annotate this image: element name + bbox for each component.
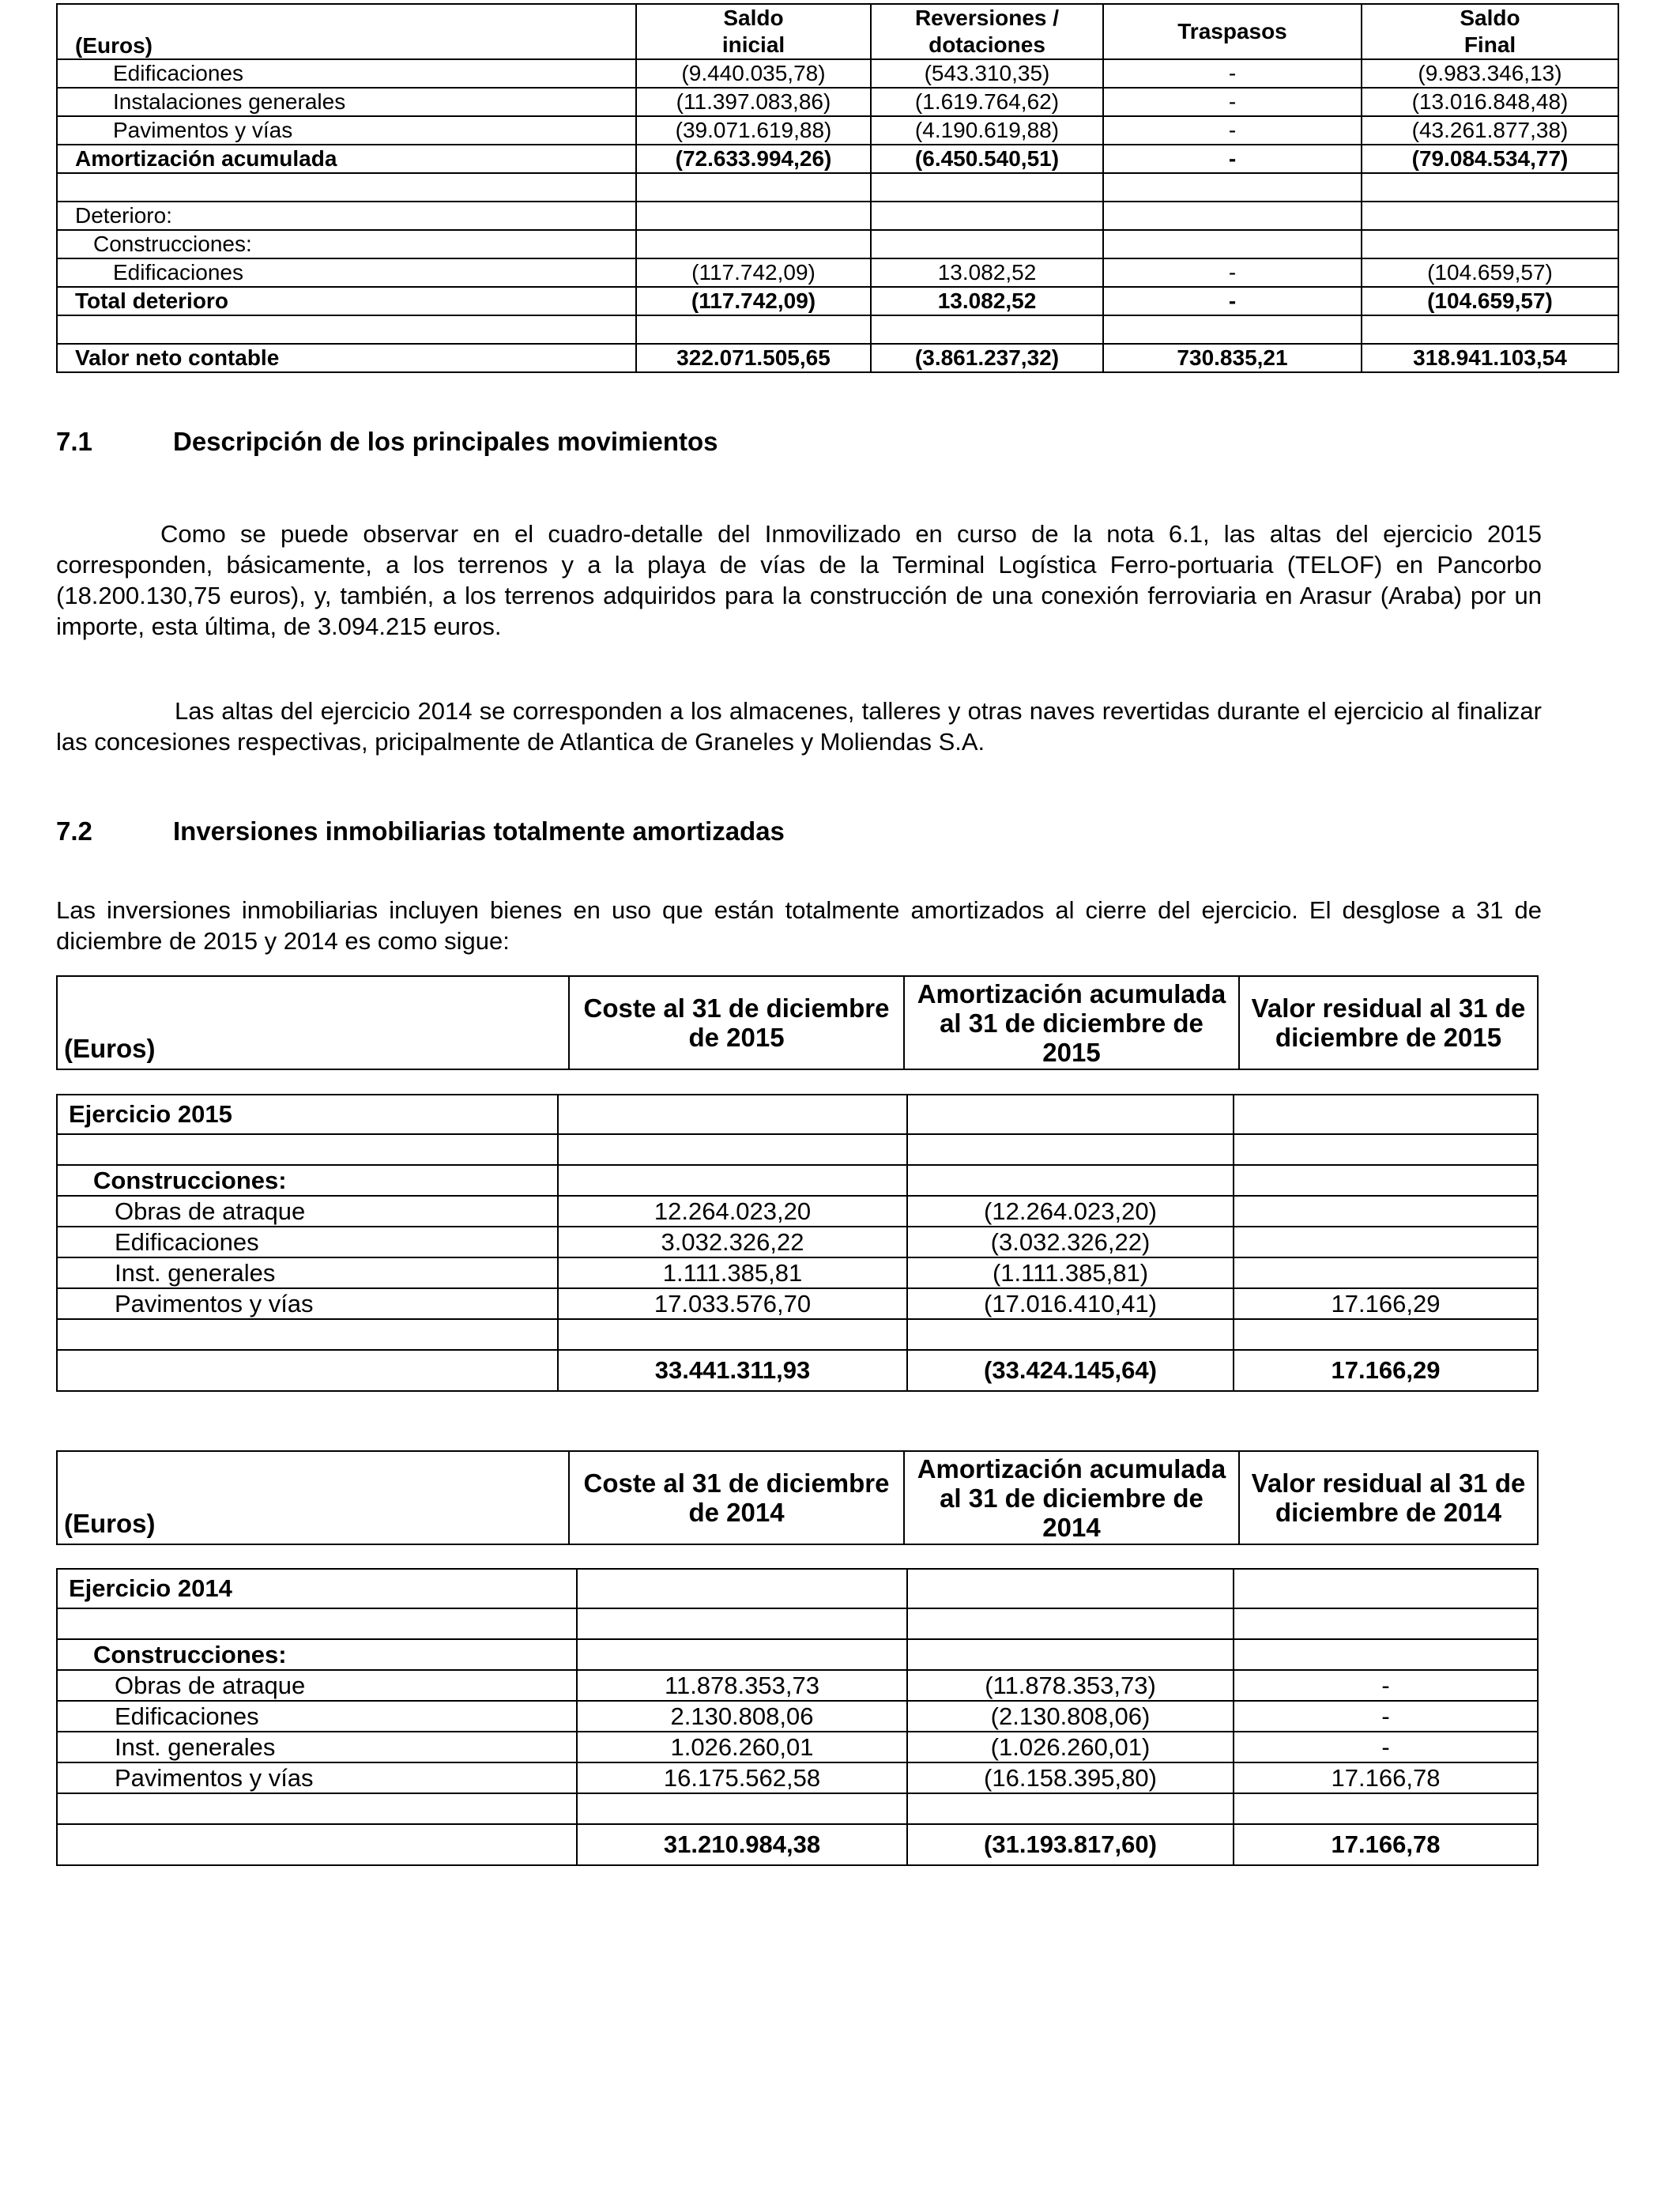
cell: (3.861.237,32)	[871, 344, 1103, 372]
col-header-valor-residual: Valor residual al 31 de diciembre de 2014	[1239, 1451, 1538, 1544]
row-label: Edificaciones	[57, 258, 636, 287]
cell: (16.158.395,80)	[907, 1762, 1234, 1793]
year-label: Ejercicio 2014	[57, 1569, 577, 1608]
cell: 318.941.103,54	[1362, 344, 1618, 372]
table-row	[57, 202, 1618, 230]
row-label: Inst. generales	[57, 1257, 558, 1288]
total-cell: 17.166,78	[1234, 1824, 1538, 1865]
table-row	[57, 1732, 1538, 1762]
table-row	[57, 1165, 1538, 1196]
cell: -	[1103, 59, 1362, 88]
table-row-empty	[57, 1608, 1538, 1639]
cell: 17.166,29	[1234, 1288, 1538, 1319]
table-row	[57, 1095, 1538, 1134]
cell: (17.016.410,41)	[907, 1288, 1234, 1319]
cell: 730.835,21	[1103, 344, 1362, 372]
total-cell: (33.424.145,64)	[907, 1350, 1234, 1391]
table-row-total	[57, 344, 1618, 372]
table-row-empty	[57, 1134, 1538, 1165]
row-label: Edificaciones	[57, 1701, 577, 1732]
group-label: Construcciones:	[57, 1639, 577, 1670]
row-label: Pavimentos y vías	[57, 116, 636, 145]
table-2015-header	[56, 975, 1539, 1070]
cell: 17.033.576,70	[558, 1288, 907, 1319]
cell	[1234, 1227, 1538, 1257]
table-row	[57, 1288, 1538, 1319]
table-row-empty	[57, 1793, 1538, 1824]
cell: (9.440.035,78)	[636, 59, 871, 88]
cell: (543.310,35)	[871, 59, 1103, 88]
group-label: Construcciones:	[57, 1165, 558, 1196]
row-label: Pavimentos y vías	[57, 1288, 558, 1319]
section-number: 7.2	[56, 816, 92, 846]
cell: 322.071.505,65	[636, 344, 871, 372]
col-header-traspasos: Traspasos	[1103, 4, 1362, 59]
row-label: Instalaciones generales	[57, 88, 636, 116]
cell: -	[1103, 145, 1362, 173]
cell: 16.175.562,58	[577, 1762, 907, 1793]
paragraph-altas-2015: Como se puede observar en el cuadro-detalle del Inmovilizado en curso de la nota 6.1, las altas del ejercicio 2015 corresponden, básicamente, a los terrenos y a la playa de vías de la Terminal Logística Ferro-portuaria (TELOF) en Pancorbo (18.200.130,75 euros), y, también, a los terrenos adquiridos para la construcción de una conexión ferroviaria en Arasur (Araba) por un importe, esta última, de 3.094.215 euros.	[56, 520, 1542, 640]
table-row	[57, 1762, 1538, 1793]
row-label: Edificaciones	[57, 1227, 558, 1257]
cell: -	[1234, 1732, 1538, 1762]
table-row	[57, 230, 1618, 258]
cell	[1234, 1196, 1538, 1227]
cell: -	[1103, 88, 1362, 116]
table-row	[57, 88, 1618, 116]
row-label: Total deterioro	[57, 287, 636, 315]
cell: (117.742,09)	[636, 258, 871, 287]
col-header-reversiones: Reversiones / dotaciones	[871, 4, 1103, 59]
cell: -	[1103, 116, 1362, 145]
row-label: Valor neto contable	[57, 344, 636, 372]
table-row-empty	[57, 315, 1618, 344]
col-header-coste: Coste al 31 de diciembre de 2014	[569, 1451, 904, 1544]
cell: (9.983.346,13)	[1362, 59, 1618, 88]
paragraph-altas-2014: Las altas del ejercicio 2014 se corresponden a los almacenes, talleres y otras naves revertidas durante el ejercicio al finalizar las concesiones respectivas, pricipalmente de Atlantica de Graneles y Moliendas S.A.	[56, 697, 1542, 756]
table-2015-data	[56, 1094, 1539, 1392]
table-row-total	[57, 1350, 1538, 1391]
cell: (3.032.326,22)	[907, 1227, 1234, 1257]
col-header-valor-residual: Valor residual al 31 de diciembre de 2015	[1239, 976, 1538, 1069]
cell: -	[1103, 287, 1362, 315]
row-label: Obras de atraque	[57, 1196, 558, 1227]
cell: 2.130.808,06	[577, 1701, 907, 1732]
table-row-empty	[57, 1319, 1538, 1350]
cell: 17.166,78	[1234, 1762, 1538, 1793]
cell: (13.016.848,48)	[1362, 88, 1618, 116]
cell: -	[1234, 1670, 1538, 1701]
cell: (72.633.994,26)	[636, 145, 871, 173]
units-header: (Euros)	[57, 976, 569, 1069]
row-label: Obras de atraque	[57, 1670, 577, 1701]
section-heading-7-1	[56, 427, 718, 457]
cell: (43.261.877,38)	[1362, 116, 1618, 145]
cell: (12.264.023,20)	[907, 1196, 1234, 1227]
cell: -	[1103, 258, 1362, 287]
cell: (11.878.353,73)	[907, 1670, 1234, 1701]
row-label: Inst. generales	[57, 1732, 577, 1762]
table-2014-header	[56, 1450, 1539, 1545]
table-row	[57, 116, 1618, 145]
col-header-amortizacion: Amortización acumulada al 31 de diciembre de 2014	[904, 1451, 1239, 1544]
units-header: (Euros)	[57, 1451, 569, 1544]
table-row-empty	[57, 173, 1618, 202]
cell: (79.084.534,77)	[1362, 145, 1618, 173]
section-heading-7-2	[56, 816, 785, 846]
cell: 1.026.260,01	[577, 1732, 907, 1762]
cell: -	[1234, 1701, 1538, 1732]
cell: (1.026.260,01)	[907, 1732, 1234, 1762]
section-title: Inversiones inmobiliarias totalmente amortizadas	[173, 816, 785, 846]
cell: (39.071.619,88)	[636, 116, 871, 145]
col-header-saldo-final: Saldo Final	[1362, 4, 1618, 59]
col-header-saldo-inicial: Saldo inicial	[636, 4, 871, 59]
cell: (117.742,09)	[636, 287, 871, 315]
cell: (4.190.619,88)	[871, 116, 1103, 145]
total-cell: 33.441.311,93	[558, 1350, 907, 1391]
col-header-coste: Coste al 31 de diciembre de 2015	[569, 976, 904, 1069]
row-label: Pavimentos y vías	[57, 1762, 577, 1793]
paragraph-intro-7-2: Las inversiones inmobiliarias incluyen bienes en uso que están totalmente amortizados al cierre del ejercicio. El desglose a 31 de diciembre de 2015 y 2014 es como sigue:	[56, 896, 1542, 955]
table-row	[57, 1569, 1538, 1608]
cell: (1.111.385,81)	[907, 1257, 1234, 1288]
cell: (104.659,57)	[1362, 258, 1618, 287]
cell: 3.032.326,22	[558, 1227, 907, 1257]
cell: 11.878.353,73	[577, 1670, 907, 1701]
cell: 1.111.385,81	[558, 1257, 907, 1288]
cell	[1234, 1257, 1538, 1288]
table-row	[57, 1670, 1538, 1701]
row-label: Edificaciones	[57, 59, 636, 88]
row-label: Amortización acumulada	[57, 145, 636, 173]
col-header-amortizacion: Amortización acumulada al 31 de diciembre de 2015	[904, 976, 1239, 1069]
table-row	[57, 1257, 1538, 1288]
row-label: Deterioro:	[57, 202, 636, 230]
table-row-total	[57, 1824, 1538, 1865]
table-row	[57, 1639, 1538, 1670]
table-row	[57, 258, 1618, 287]
table-row	[57, 59, 1618, 88]
cell: (6.450.540,51)	[871, 145, 1103, 173]
total-cell: (31.193.817,60)	[907, 1824, 1234, 1865]
table-2014-data	[56, 1568, 1539, 1866]
cell: 13.082,52	[871, 258, 1103, 287]
cell: (2.130.808,06)	[907, 1701, 1234, 1732]
cell: (11.397.083,86)	[636, 88, 871, 116]
total-cell: 17.166,29	[1234, 1350, 1538, 1391]
cell: 13.082,52	[871, 287, 1103, 315]
table-row-total	[57, 287, 1618, 315]
units-header: (Euros)	[57, 4, 636, 59]
total-cell: 31.210.984,38	[577, 1824, 907, 1865]
table-row	[57, 1196, 1538, 1227]
table-row	[57, 1701, 1538, 1732]
cell: (104.659,57)	[1362, 287, 1618, 315]
amortization-table	[56, 3, 1619, 373]
section-number: 7.1	[56, 427, 92, 456]
cell: (1.619.764,62)	[871, 88, 1103, 116]
table-header-row	[57, 4, 1618, 59]
cell: 12.264.023,20	[558, 1196, 907, 1227]
table-row-total	[57, 145, 1618, 173]
table-row	[57, 1227, 1538, 1257]
year-label: Ejercicio 2015	[57, 1095, 558, 1134]
row-label: Construcciones:	[57, 230, 636, 258]
section-title: Descripción de los principales movimientos	[173, 427, 718, 456]
